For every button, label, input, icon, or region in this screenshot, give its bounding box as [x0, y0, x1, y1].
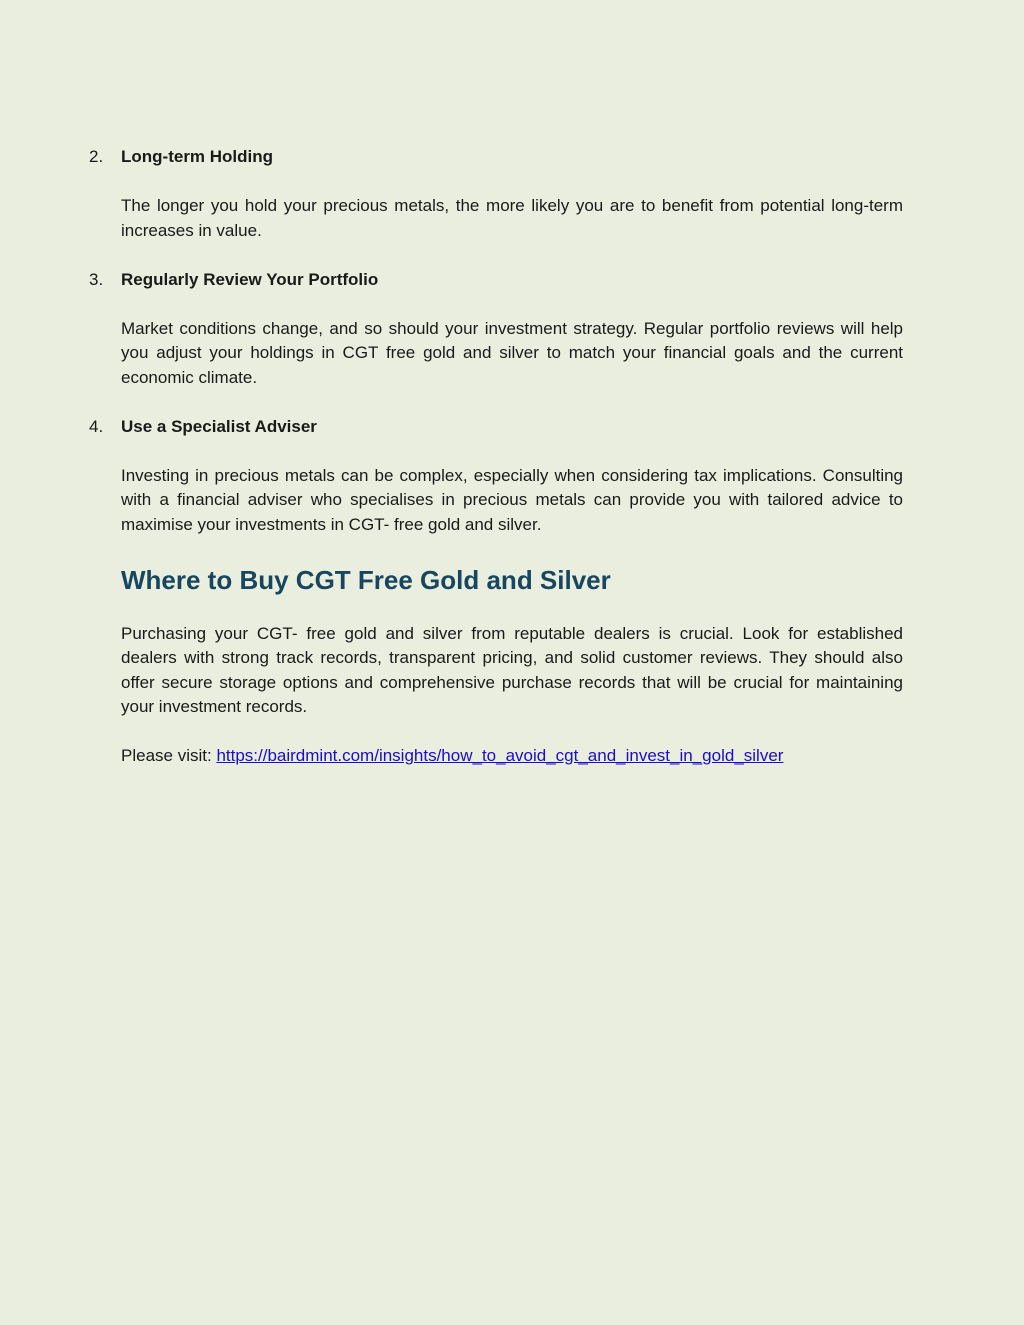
visit-line	[121, 744, 903, 769]
section-title: Where to Buy CGT Free Gold and Silver	[121, 565, 611, 595]
document-content	[89, 145, 903, 793]
visit-link[interactable]: https://bairdmint.com/insights/how_to_avoid_cgt_and_invest_in_gold_silver	[216, 746, 784, 765]
list-item	[89, 268, 903, 391]
section-body: Purchasing your CGT- free gold and silver from reputable dealers is crucial. Look for established dealers with strong track records, transparent pricing, and solid customer reviews. They should also offer secure storage options and comprehensive purchase records that will be crucial for maintaining your investment records.	[121, 623, 903, 716]
list-item	[89, 415, 903, 538]
list-item-body: Market conditions change, and so should your investment strategy. Regular portfolio reviews will help you adjust your holdings in CGT free gold and silver to match your financial goals and the current economic climate.	[121, 318, 903, 387]
list-item-heading	[89, 415, 903, 440]
list-item-number: 3.	[89, 269, 104, 289]
list-item-body: The longer you hold your precious metals, the more likely you are to benefit from potential long-term increases in value.	[121, 196, 903, 240]
list-item-heading-text: Use a Specialist Adviser	[121, 416, 317, 436]
list-item	[89, 145, 903, 243]
list-item-number: 4.	[89, 416, 104, 436]
list-item-number: 2.	[89, 147, 104, 166]
visit-label: Please visit:	[121, 746, 217, 765]
list-item-heading	[89, 145, 903, 170]
list-item-heading	[89, 268, 903, 293]
list-item-heading-text: Long-term Holding	[121, 147, 274, 166]
list-item-heading-text: Regularly Review Your Portfolio	[121, 269, 379, 289]
list-item-body: Investing in precious metals can be complex, especially when considering tax implications. Consulting with a financial adviser who specialises in precious metals can provide you with tailored advice to maximise your investments in CGT- free gold and silver.	[121, 465, 903, 534]
